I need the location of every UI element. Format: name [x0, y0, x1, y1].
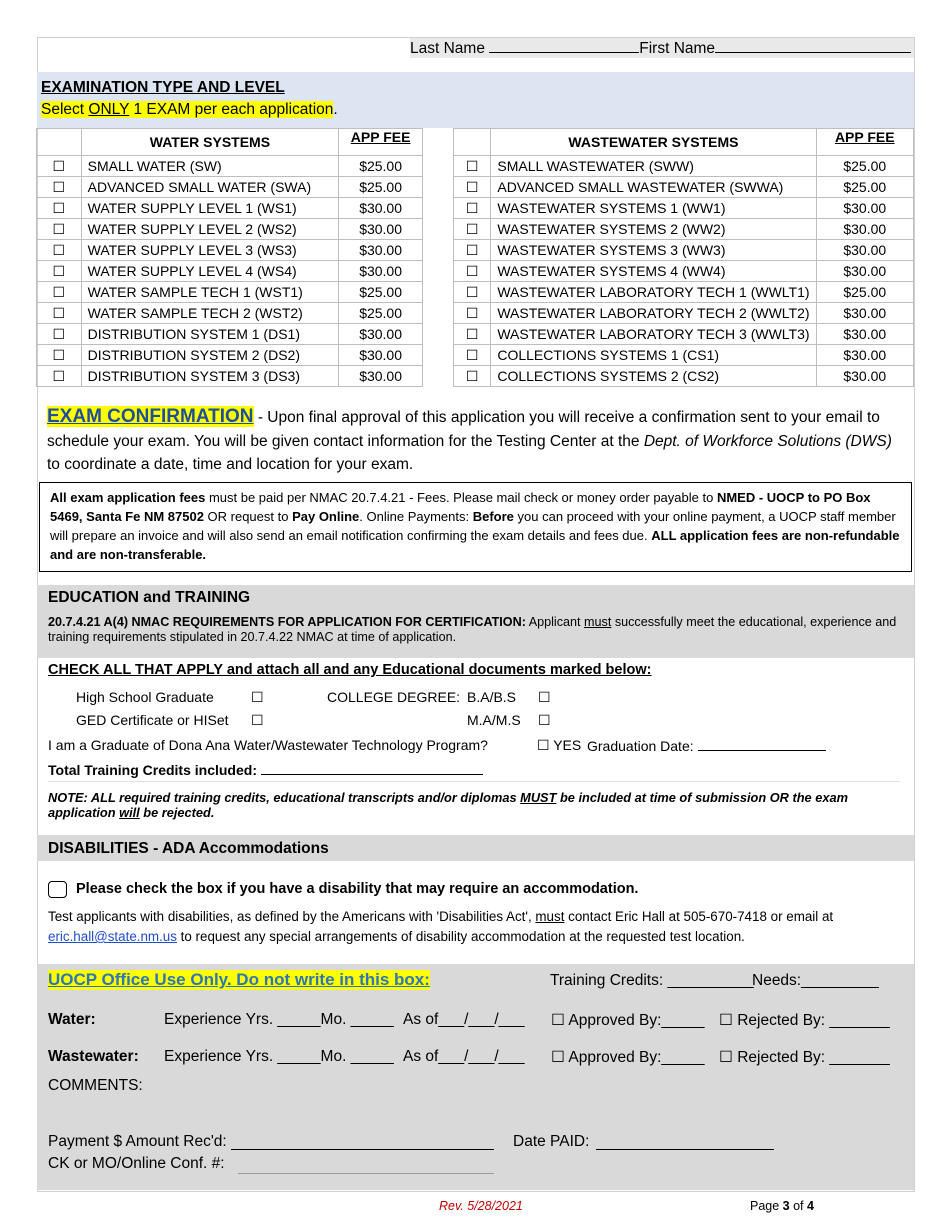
wastewater-exam-name: WASTEWATER SYSTEMS 2 (WW2): [491, 219, 816, 240]
graduation-date: Graduation Date:: [587, 737, 826, 754]
water-exam-fee: $30.00: [339, 261, 423, 282]
wastewater-exam-fee: $25.00: [816, 282, 913, 303]
water-exam-fee: $30.00: [339, 219, 423, 240]
footer-revision: Rev. 5/28/2021: [439, 1199, 523, 1213]
wastewater-checkbox[interactable]: ☐: [454, 366, 491, 387]
water-checkbox[interactable]: ☐: [37, 261, 82, 282]
water-systems-table: [36, 128, 423, 387]
wastewater-exam-name: WASTEWATER SYSTEMS 3 (WW3): [491, 240, 816, 261]
wastewater-check-header: [454, 129, 491, 156]
wastewater-checkbox[interactable]: ☐: [454, 345, 491, 366]
wastewater-exam-name: WASTEWATER LABORATORY TECH 2 (WWLT2): [491, 303, 816, 324]
dona-ana-yes[interactable]: ☐ YES: [537, 737, 582, 753]
table-row: [454, 198, 914, 219]
water-exam-fee: $30.00: [339, 240, 423, 261]
water-exam-name: WATER SAMPLE TECH 1 (WST1): [81, 282, 339, 303]
exam-select-instruction: Select ONLY 1 EXAM per each application.: [41, 101, 338, 118]
water-exam-name: DISTRIBUTION SYSTEM 1 (DS1): [81, 324, 339, 345]
wastewater-exam-fee: $30.00: [816, 198, 913, 219]
water-exam-name: WATER SUPPLY LEVEL 4 (WS4): [81, 261, 339, 282]
water-exam-fee: $25.00: [339, 282, 423, 303]
wastewater-checkbox[interactable]: ☐: [454, 324, 491, 345]
wastewater-exam-name: WASTEWATER SYSTEMS 1 (WW1): [491, 198, 816, 219]
table-row: [454, 240, 914, 261]
wastewater-checkbox[interactable]: ☐: [454, 219, 491, 240]
water-exam-fee: $30.00: [339, 345, 423, 366]
office-water-as-of: As of___/___/___: [403, 1011, 525, 1028]
water-checkbox[interactable]: ☐: [37, 219, 82, 240]
table-row: [454, 261, 914, 282]
table-row: [454, 282, 914, 303]
water-exam-fee: $30.00: [339, 198, 423, 219]
office-ck-field[interactable]: [238, 1173, 494, 1174]
water-exam-name: DISTRIBUTION SYSTEM 2 (DS2): [81, 345, 339, 366]
water-checkbox[interactable]: ☐: [37, 156, 82, 177]
exam-confirmation: EXAM CONFIRMATION - Upon final approval of this application you will receive a confirmation sent to your email to schedule your exam. You will be given contact information for the Testing Center at the Dept. of Workforce Solutions (DWS) to coordinate a date, time and location for your exam.: [47, 406, 892, 473]
ada-checkbox[interactable]: [48, 881, 67, 898]
water-check-header: [37, 129, 82, 156]
water-exam-name: ADVANCED SMALL WATER (SWA): [81, 177, 339, 198]
wastewater-exam-fee: $30.00: [816, 366, 913, 387]
office-wastewater-approved: ☐ Approved By:_____: [551, 1049, 705, 1066]
fee-notice-box: All exam application fees must be paid per NMAC 20.7.4.21 - Fees. Please mail check or money order payable to NMED - UOCP to PO Box 5469, Santa Fe NM 87502 OR request to Pay Online. Online Payments: Before you can proceed with your online payment, a UOCP staff member will prepare an invoice and will also send an email notification confirming the exam details and fees due. ALL application fees are non-refundable and are non-transferable.: [39, 482, 912, 572]
hs-graduate-label: High School Graduate: [76, 689, 214, 705]
education-requirements: 20.7.4.21 A(4) NMAC REQUIREMENTS FOR APPLICATION FOR CERTIFICATION: Applicant must successfully meet the educational, experience and training requirements stipulated in 20.7.4.22 NMAC at time of application.: [48, 615, 897, 644]
water-exam-fee: $30.00: [339, 366, 423, 387]
education-title: EDUCATION and TRAINING: [48, 589, 251, 606]
table-row: [37, 219, 423, 240]
wastewater-exam-fee: $25.00: [816, 156, 913, 177]
wastewater-exam-fee: $30.00: [816, 261, 913, 282]
check-all-that-apply: CHECK ALL THAT APPLY and attach all and any Educational documents marked below:: [48, 662, 652, 678]
water-exam-name: SMALL WATER (SW): [81, 156, 339, 177]
wastewater-checkbox[interactable]: ☐: [454, 240, 491, 261]
table-row: [454, 345, 914, 366]
office-ck-label: CK or MO/Online Conf. #:: [48, 1155, 225, 1172]
wastewater-exam-fee: $25.00: [816, 177, 913, 198]
table-row: [454, 324, 914, 345]
water-exam-name: WATER SUPPLY LEVEL 3 (WS3): [81, 240, 339, 261]
table-row: [37, 177, 423, 198]
office-comments-label: COMMENTS:: [48, 1077, 143, 1094]
table-row: [454, 366, 914, 387]
hs-graduate-checkbox[interactable]: ☐: [251, 689, 264, 705]
education-note: NOTE: ALL required training credits, educational transcripts and/or diplomas MUST be included at time of submission OR the exam application will be rejected.: [48, 790, 848, 820]
college-degree-label: COLLEGE DEGREE:: [327, 689, 461, 705]
wastewater-exam-fee: $30.00: [816, 240, 913, 261]
footer-page-number: Page 3 of 4: [750, 1199, 814, 1213]
office-water-approved: ☐ Approved By:_____: [551, 1012, 705, 1029]
ada-email-link[interactable]: eric.hall@state.nm.us: [48, 929, 177, 944]
water-checkbox[interactable]: ☐: [37, 345, 82, 366]
office-wastewater-experience: Experience Yrs. _____Mo. _____: [164, 1048, 394, 1065]
wastewater-exam-fee: $30.00: [816, 219, 913, 240]
first-name-field[interactable]: [715, 38, 911, 53]
table-row: [37, 366, 423, 387]
table-row: [37, 261, 423, 282]
office-payment-label: Payment $ Amount Rec'd:: [48, 1133, 227, 1150]
wastewater-exam-name: COLLECTIONS SYSTEMS 1 (CS1): [491, 345, 816, 366]
wastewater-exam-name: COLLECTIONS SYSTEMS 2 (CS2): [491, 366, 816, 387]
water-exam-name: WATER SAMPLE TECH 2 (WST2): [81, 303, 339, 324]
water-checkbox[interactable]: ☐: [37, 240, 82, 261]
office-needs: Needs:_________: [752, 972, 879, 989]
name-bar: [410, 38, 914, 58]
last-name-field[interactable]: [489, 38, 639, 53]
wastewater-exam-fee: $30.00: [816, 345, 913, 366]
office-wastewater-rejected: ☐ Rejected By: _______: [719, 1049, 890, 1066]
ada-title: DISABILITIES - ADA Accommodations: [48, 840, 329, 857]
wastewater-systems-header: WASTEWATER SYSTEMS: [491, 129, 816, 156]
exam-title: EXAMINATION TYPE AND LEVEL: [41, 79, 285, 96]
office-payment-field[interactable]: [231, 1149, 494, 1150]
wastewater-exam-name: ADVANCED SMALL WASTEWATER (SWWA): [491, 177, 816, 198]
table-row: [37, 303, 423, 324]
water-exam-name: DISTRIBUTION SYSTEM 3 (DS3): [81, 366, 339, 387]
water-checkbox[interactable]: ☐: [37, 282, 82, 303]
training-credits-label: Total Training Credits included:: [48, 761, 483, 778]
divider: [48, 781, 900, 782]
ma-checkbox[interactable]: ☐: [538, 712, 551, 728]
water-exam-fee: $30.00: [339, 324, 423, 345]
wastewater-checkbox[interactable]: ☐: [454, 177, 491, 198]
office-date-paid-label: Date PAID:: [513, 1133, 590, 1150]
table-row: [37, 282, 423, 303]
wastewater-checkbox[interactable]: ☐: [454, 261, 491, 282]
water-exam-fee: $25.00: [339, 303, 423, 324]
table-row: [454, 219, 914, 240]
ada-instructions: Test applicants with disabilities, as defined by the Americans with 'Disabilities Act', must contact Eric Hall at 505-670-7418 or email at eric.hall@state.nm.us to request any special arrangements of disability accommodation at the requested test location.: [48, 909, 834, 944]
wastewater-exam-fee: $30.00: [816, 324, 913, 345]
table-row: [37, 345, 423, 366]
water-exam-name: WATER SUPPLY LEVEL 2 (WS2): [81, 219, 339, 240]
exam-confirmation-title: EXAM CONFIRMATION: [47, 406, 254, 427]
water-exam-fee: $25.00: [339, 156, 423, 177]
wastewater-exam-name: WASTEWATER SYSTEMS 4 (WW4): [491, 261, 816, 282]
water-fee-header: APP FEE: [339, 129, 423, 156]
office-date-paid-field[interactable]: [596, 1149, 774, 1150]
water-systems-header: WATER SYSTEMS: [81, 129, 339, 156]
ged-label: GED Certificate or HISet: [76, 712, 229, 728]
office-water-rejected: ☐ Rejected By: _______: [719, 1012, 890, 1029]
ba-label: B.A/B.S: [467, 689, 517, 705]
wastewater-checkbox[interactable]: ☐: [454, 198, 491, 219]
ged-checkbox[interactable]: ☐: [251, 712, 264, 728]
office-training-credits: Training Credits: __________: [550, 972, 754, 989]
table-row: [454, 177, 914, 198]
office-water-experience: Experience Yrs. _____Mo. _____: [164, 1011, 394, 1028]
wastewater-exam-fee: $30.00: [816, 303, 913, 324]
office-wastewater-label: Wastewater:: [48, 1048, 139, 1065]
water-checkbox[interactable]: ☐: [37, 303, 82, 324]
ada-checkbox-label: Please check the box if you have a disability that may require an accommodation.: [76, 881, 639, 897]
last-name-label: Last Name: [410, 40, 485, 57]
ba-checkbox[interactable]: ☐: [538, 689, 551, 705]
first-name-label: First Name: [639, 40, 716, 57]
wastewater-checkbox[interactable]: ☐: [454, 156, 491, 177]
table-row: [37, 198, 423, 219]
wastewater-fee-header: APP FEE: [816, 129, 913, 156]
table-row: [454, 303, 914, 324]
table-row: [37, 240, 423, 261]
water-checkbox[interactable]: ☐: [37, 198, 82, 219]
water-checkbox[interactable]: ☐: [37, 177, 82, 198]
wastewater-exam-name: WASTEWATER LABORATORY TECH 3 (WWLT3): [491, 324, 816, 345]
office-wastewater-as-of: As of___/___/___: [403, 1048, 525, 1065]
wastewater-checkbox[interactable]: ☐: [454, 303, 491, 324]
training-credits-field[interactable]: [261, 761, 483, 775]
ma-label: M.A/M.S: [467, 712, 521, 728]
graduation-date-field[interactable]: [698, 737, 826, 751]
table-row: [37, 324, 423, 345]
water-exam-name: WATER SUPPLY LEVEL 1 (WS1): [81, 198, 339, 219]
water-checkbox[interactable]: ☐: [37, 324, 82, 345]
table-row: [37, 156, 423, 177]
wastewater-exam-name: SMALL WASTEWATER (SWW): [491, 156, 816, 177]
table-row: [454, 156, 914, 177]
office-use-title: UOCP Office Use Only. Do not write in this box:: [48, 970, 430, 989]
water-checkbox[interactable]: ☐: [37, 366, 82, 387]
dona-ana-question: I am a Graduate of Dona Ana Water/Wastewater Technology Program?: [48, 737, 488, 753]
office-water-label: Water:: [48, 1011, 96, 1028]
wastewater-exam-name: WASTEWATER LABORATORY TECH 1 (WWLT1): [491, 282, 816, 303]
wastewater-systems-table: [453, 128, 914, 387]
wastewater-checkbox[interactable]: ☐: [454, 282, 491, 303]
water-exam-fee: $25.00: [339, 177, 423, 198]
